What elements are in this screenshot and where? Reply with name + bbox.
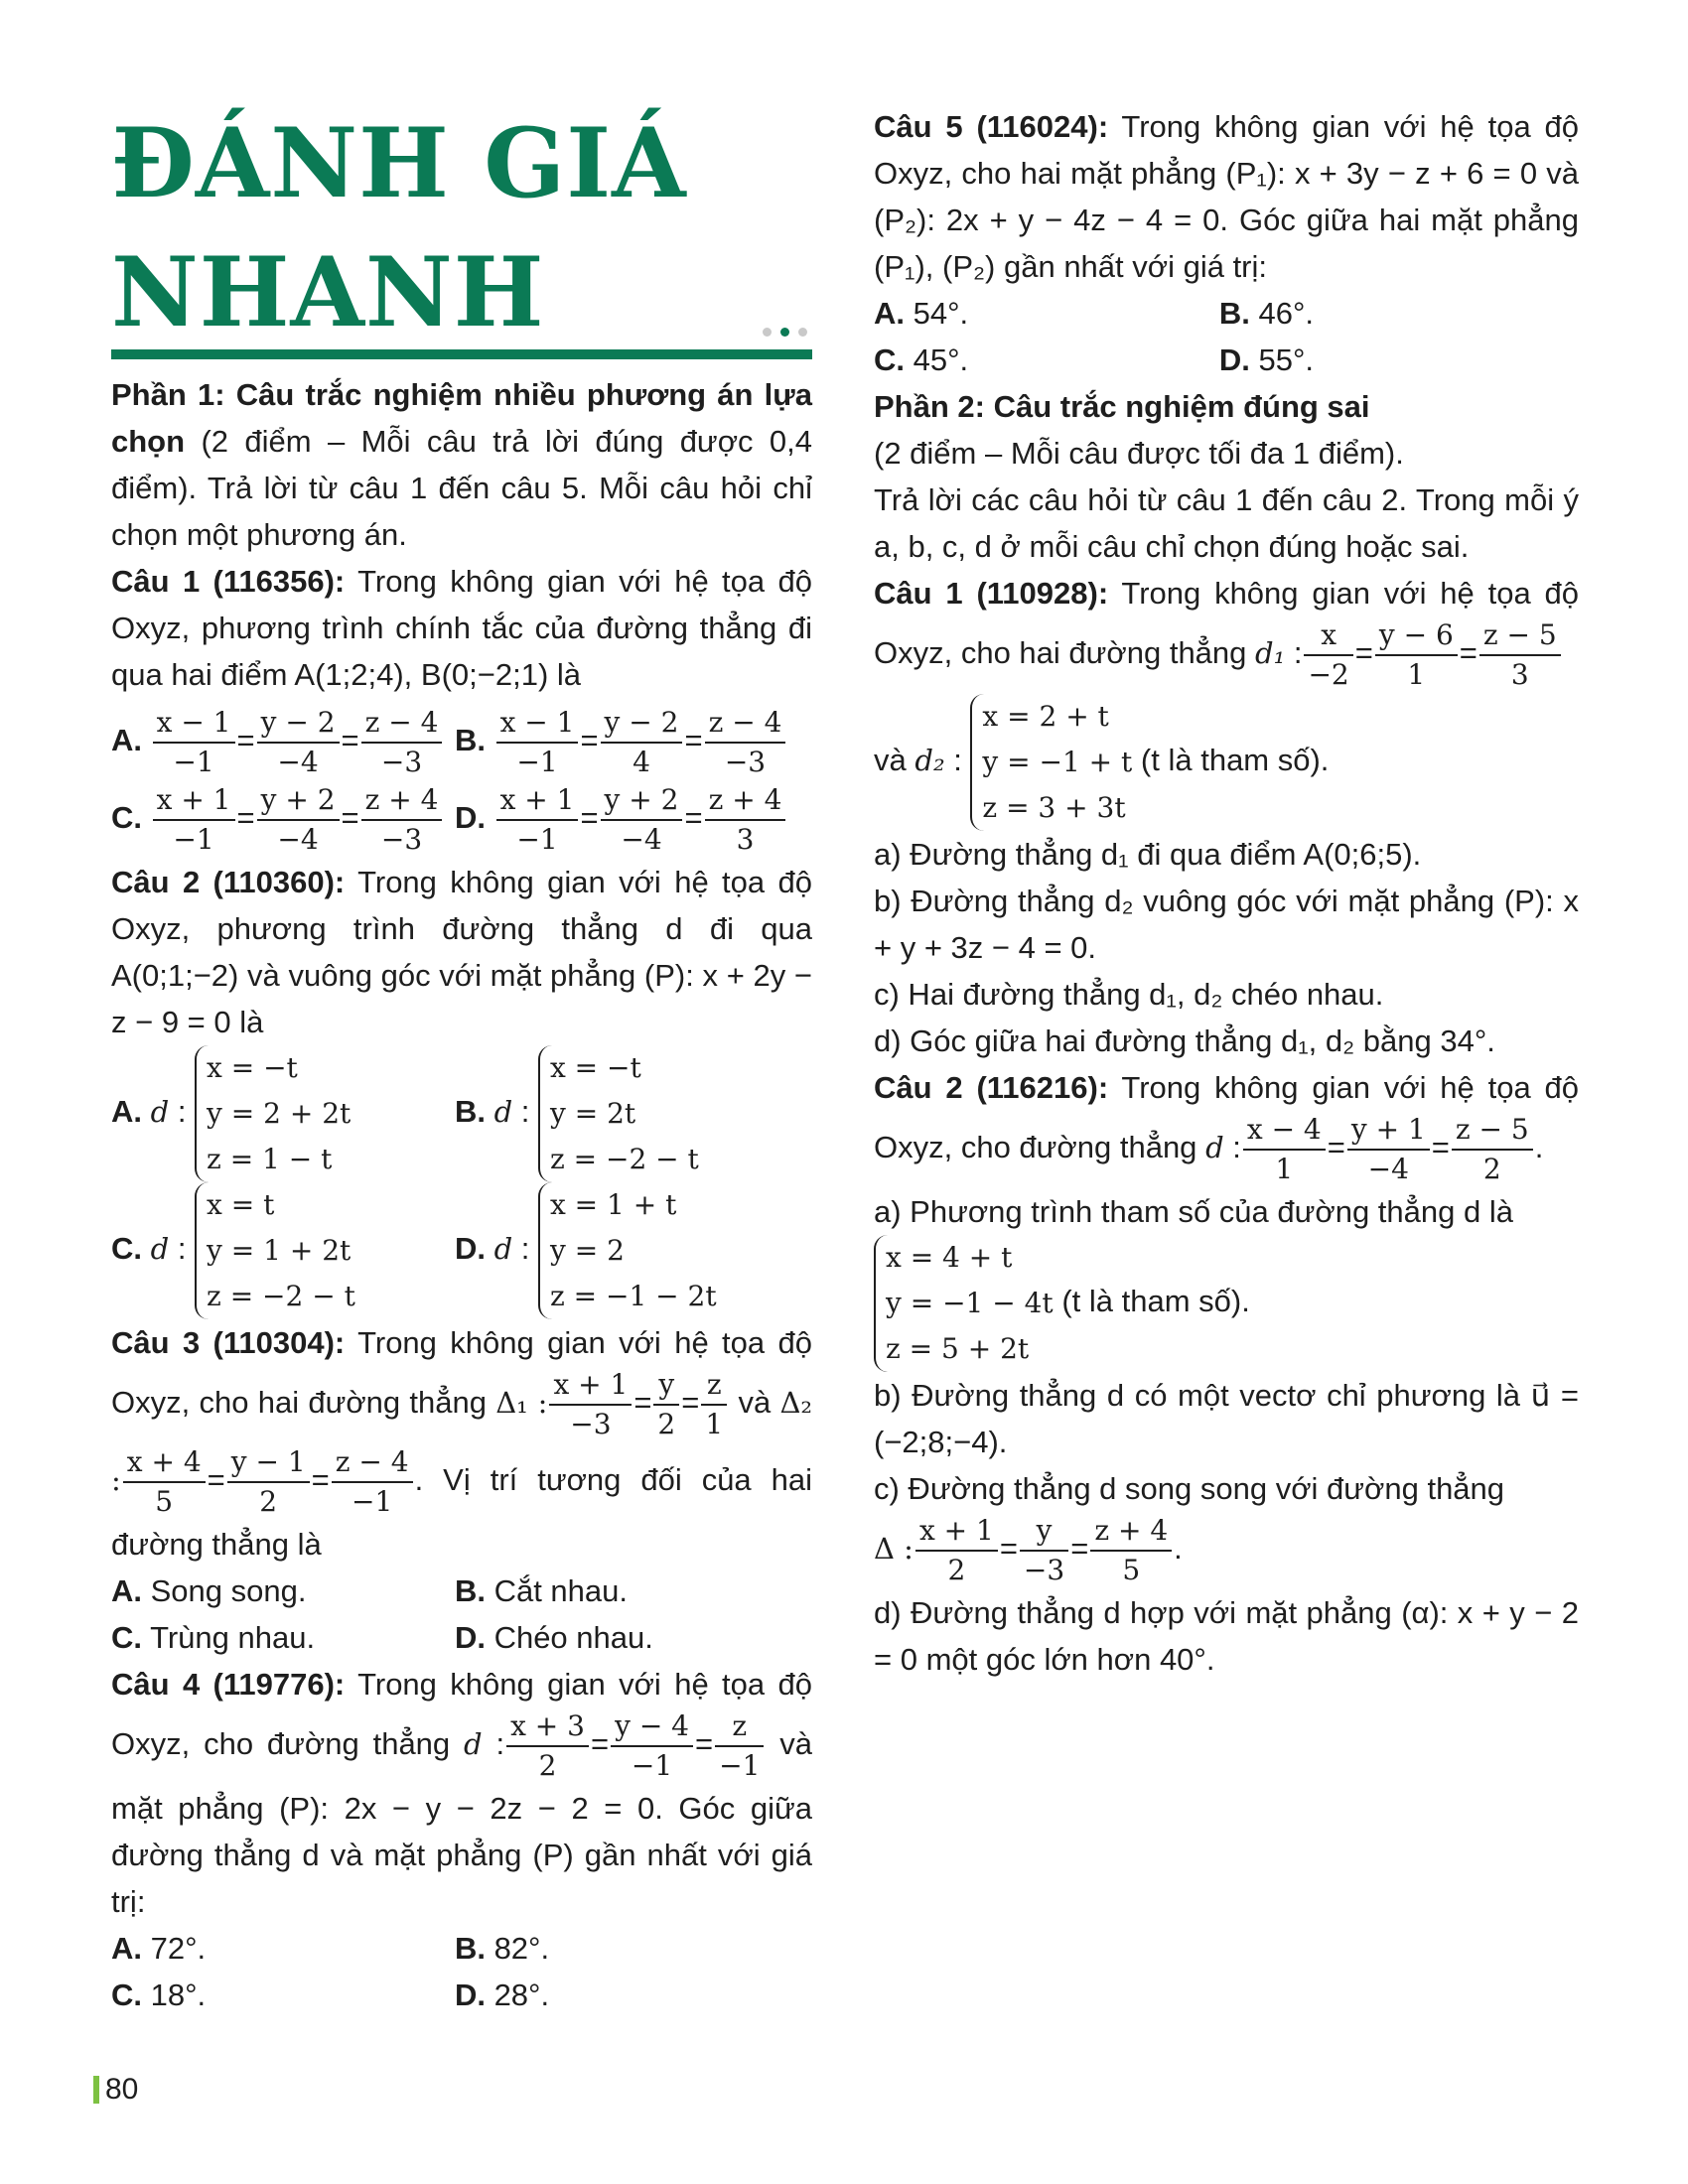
q3-option-d[interactable]: D. Chéo nhau. xyxy=(454,1620,653,1655)
part2-note-2: Trả lời các câu hỏi từ câu 1 đến câu 2. Trong mỗi ý a, b, c, d ở mỗi câu chỉ chọn đúng hoặc sai. xyxy=(874,482,1579,564)
p2q2-item-b[interactable]: b) Đường thẳng d có một vectơ chỉ phương là u⃗ = (−2;8;−4). xyxy=(874,1378,1579,1459)
p2q2-delta: Δ : $\frac{x + 1}{2}$ = $\frac{y}{-3}$ = $\frac{z + 4}{5}$ . xyxy=(874,1514,1183,1586)
q2-text: Trong không gian với hệ tọa độ Oxyz, phương trình đường thẳng d đi qua A(0;1;−2) và vuông góc với mặt phẳng (P): x + 2y − z − 9 = 0 là xyxy=(111,865,813,1039)
p2q2-item-c[interactable]: c) Đường thẳng d song song với đường thẳng xyxy=(874,1471,1505,1506)
question-5 xyxy=(874,103,1579,290)
q1-text: Trong không gian với hệ tọa độ Oxyz, phương trình chính tắc của đường thẳng đi qua hai điểm A(1;2;4), B(0;−2;1) là xyxy=(111,564,813,692)
q3-option-b[interactable]: B. Cắt nhau. xyxy=(454,1573,628,1608)
p2q1-item-a[interactable]: a) Đường thẳng d₁ đi qua điểm A(0;6;5). xyxy=(874,837,1422,872)
decorative-dots xyxy=(763,328,807,337)
q2-option-c[interactable]: C. d : x = t y = 1 + 2t z = −2 − t xyxy=(111,1182,455,1319)
part1-heading: Phần 1: Câu trắc nghiệm nhiều phương án lựa chọn xyxy=(111,377,812,459)
q4-options xyxy=(111,1925,812,2018)
q4-option-d[interactable]: D. 28°. xyxy=(454,1978,550,2012)
question-1 xyxy=(111,558,812,698)
q5-option-d[interactable]: D. 55°. xyxy=(1218,342,1315,377)
p2q1-label: Câu 1 (110928): xyxy=(874,576,1109,611)
p2q2-text: Trong không gian với hệ tọa độ Oxyz, cho đường thẳng xyxy=(874,1070,1580,1165)
q3-text-1: Trong không gian với hệ tọa độ Oxyz, cho hai đường thẳng xyxy=(111,1325,813,1421)
q2-options xyxy=(111,1045,812,1319)
q5-option-b[interactable]: B. 46°. xyxy=(1218,296,1315,331)
q3-text-2: . Vị trí tương đối của hai đường thẳng là xyxy=(111,1462,812,1562)
p2q1-item-d[interactable]: d) Góc giữa hai đường thẳng d₁, d₂ bằng 34°. xyxy=(874,1024,1495,1058)
q2-label: Câu 2 (110360): xyxy=(111,865,346,899)
part2-question-2: Câu 2 (116216): Trong không gian với hệ tọa độ Oxyz, cho đường thẳng d : $\frac{x - 4}{1}$ = $\frac{y + 1}{-4}$ = $\frac{z - 5}{2}$ . xyxy=(874,1070,1580,1185)
title xyxy=(111,99,687,357)
title-rule xyxy=(111,349,812,359)
q1-label: Câu 1 (116356): xyxy=(111,564,346,599)
q4-text-1: Trong không gian với hệ tọa độ Oxyz, cho đường thẳng xyxy=(111,1667,813,1762)
p2q2-label: Câu 2 (116216): xyxy=(874,1070,1109,1105)
q1-option-a[interactable]: A. $\frac{x - 1}{-1}$ = $\frac{y - 2}{-4}$ = $\frac{z - 4}{-3}$ xyxy=(111,704,455,781)
q3-option-c[interactable]: C. Trùng nhau. xyxy=(111,1620,316,1655)
q4-option-a[interactable]: A. 72°. xyxy=(111,1931,207,1966)
p2q1-d2: và d₂ : x = 2 + t y = −1 + t z = 3 + 3t (t là tham số). xyxy=(874,694,1579,831)
p2q2-item-d[interactable]: d) Đường thẳng d hợp với mặt phẳng (α): x + y − 2 = 0 một góc lớn hơn 40°. xyxy=(874,1595,1579,1677)
part1-intro xyxy=(111,371,812,558)
q2-option-d[interactable]: D. d : x = 1 + t y = 2 z = −1 − 2t xyxy=(455,1182,798,1319)
q5-label: Câu 5 (116024): xyxy=(874,109,1109,144)
q3-label: Câu 3 (110304): xyxy=(111,1325,346,1360)
part2-question-1: Câu 1 (110928): Trong không gian với hệ tọa độ Oxyz, cho hai đường thẳng d₁ : $\frac{x}{-2}$ = $\frac{y - 6}{1}$ = $\frac{z - 5}{3}$ xyxy=(874,576,1580,691)
question-2 xyxy=(111,859,812,1045)
q5-option-c[interactable]: C. 45°. xyxy=(874,342,969,377)
q1-option-c[interactable]: C. $\frac{x + 1}{-1}$ = $\frac{y + 2}{-4}$ = $\frac{z + 4}{-3}$ xyxy=(111,781,455,859)
title-line-2: NHANH xyxy=(111,236,545,348)
left-column xyxy=(111,371,812,2018)
page-number: 80 xyxy=(93,2073,138,2107)
p2q1-text: Trong không gian với hệ tọa độ Oxyz, cho hai đường thẳng xyxy=(874,576,1580,671)
q1-options xyxy=(111,704,812,859)
p2q2-system: x = 4 + t y = −1 − 4t z = 5 + 2t (t là tham số). xyxy=(874,1235,1579,1372)
q1-option-b[interactable]: B. $\frac{x - 1}{-1}$ = $\frac{y - 2}{4}$ = $\frac{z - 4}{-3}$ xyxy=(455,704,798,781)
p2q1-item-b[interactable]: b) Đường thẳng d₂ vuông góc với mặt phẳng (P): x + y + 3z − 4 = 0. xyxy=(874,884,1579,965)
q4-option-c[interactable]: C. 18°. xyxy=(111,1978,207,2012)
q3-option-a[interactable]: A. Song song. xyxy=(111,1573,307,1608)
q2-option-b[interactable]: B. d : x = −t y = 2t z = −2 − t xyxy=(455,1045,798,1182)
q5-text: Trong không gian với hệ tọa độ Oxyz, cho hai mặt phẳng (P₁): x + 3y − z + 6 = 0 và (P₂): 2x + y − 4z − 4 = 0. Góc giữa hai mặt phẳng (P₁), (P₂) gần nhất với giá trị: xyxy=(874,109,1580,284)
part2-note-1: (2 điểm – Mỗi câu được tối đa 1 điểm). xyxy=(874,436,1404,471)
part1-note: (2 điểm – Mỗi câu trả lời đúng được 0,4 điểm). Trả lời từ câu 1 đến câu 5. Mỗi câu hỏi chỉ chọn một phương án. xyxy=(111,424,812,552)
question-4: Câu 4 (119776): Trong không gian với hệ tọa độ Oxyz, cho đường thẳng d : $\frac{x + 3}{2}$ = $\frac{y - 4}{-1}$ = $\frac{z}{-1}$ và mặt phẳng (P): 2x − y − 2z − 2 = 0. Góc giữa đường thẳng d và mặt phẳng (P) gần nhất với giá trị: xyxy=(111,1667,813,1919)
part2-heading: Phần 2: Câu trắc nghiệm đúng sai xyxy=(874,389,1370,424)
q5-option-a[interactable]: A. 54°. xyxy=(874,296,969,331)
q4-option-b[interactable]: B. 82°. xyxy=(454,1931,550,1966)
right-column xyxy=(874,103,1579,1683)
q4-text-2: mặt phẳng (P): 2x − y − 2z − 2 = 0. Góc giữa đường thẳng d và mặt phẳng (P) gần nhất với giá trị: xyxy=(111,1791,812,1919)
q3-options xyxy=(111,1568,812,1661)
q5-options xyxy=(874,290,1579,383)
q2-option-a[interactable]: A. d : x = −t y = 2 + 2t z = 1 − t xyxy=(111,1045,455,1182)
q1-option-d[interactable]: D. $\frac{x + 1}{-1}$ = $\frac{y + 2}{-4}$ = $\frac{z + 4}{3}$ xyxy=(455,781,798,859)
question-3: Câu 3 (110304): Trong không gian với hệ tọa độ Oxyz, cho hai đường thẳng Δ₁ : $\frac{x + 1}{-3}$ = $\frac{y}{2}$ = $\frac{z}{1}$ và Δ₂ : $\frac{x + 4}{5}$ = $\frac{y - 1}{2}$ = $\frac{z - 4}{-1}$ . Vị trí tương đối của hai đường thẳng là xyxy=(111,1325,813,1562)
q4-label: Câu 4 (119776): xyxy=(111,1667,346,1702)
title-line-1: ĐÁNH GIÁ xyxy=(111,107,687,219)
p2q1-item-c[interactable]: c) Hai đường thẳng d₁, d₂ chéo nhau. xyxy=(874,977,1384,1012)
p2q2-item-a[interactable]: a) Phương trình tham số của đường thẳng d là xyxy=(874,1194,1513,1229)
